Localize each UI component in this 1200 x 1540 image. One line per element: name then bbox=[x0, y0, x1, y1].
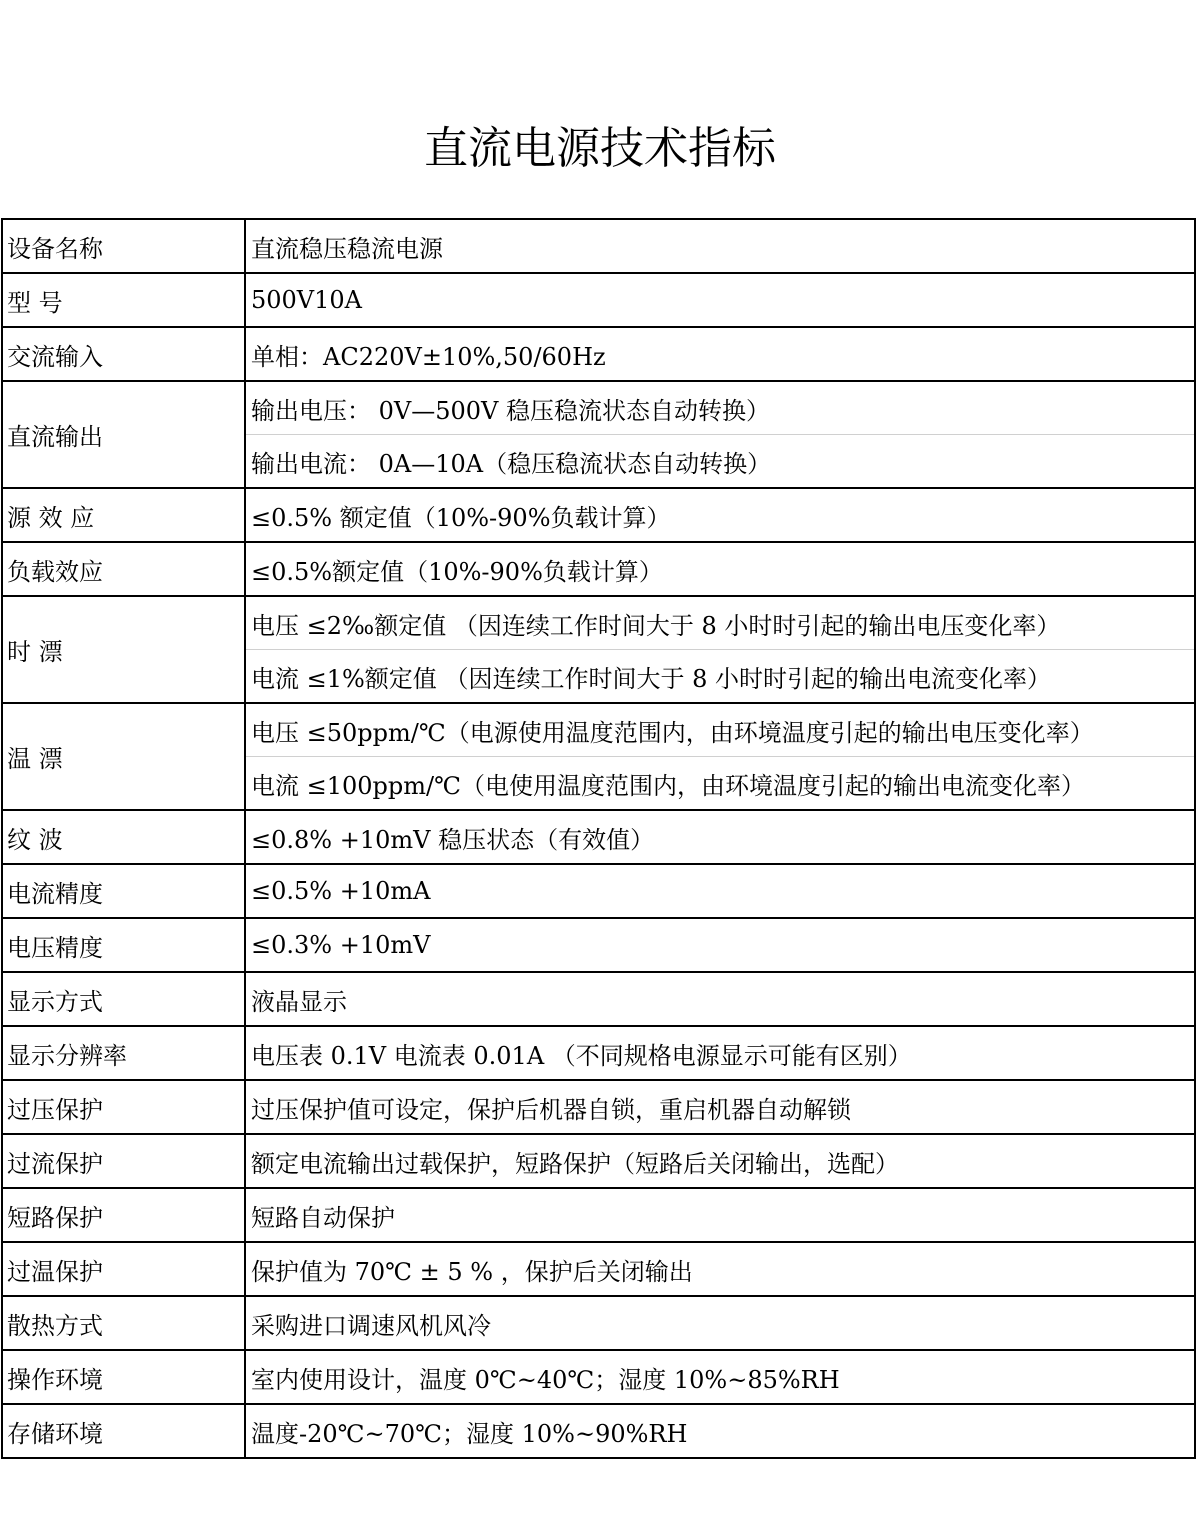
spec-label: 电流精度 bbox=[2, 864, 245, 918]
spec-label: 短路保护 bbox=[2, 1188, 245, 1242]
spec-label: 显示方式 bbox=[2, 972, 245, 1026]
table-row bbox=[2, 810, 1195, 864]
spec-value: 室内使用设计，温度 0℃~40℃；湿度 10%~85%RH bbox=[245, 1350, 1195, 1404]
spec-label: 显示分辨率 bbox=[2, 1026, 245, 1080]
spec-label: 设备名称 bbox=[2, 219, 245, 273]
table-row bbox=[2, 488, 1195, 542]
spec-label: 交流输入 bbox=[2, 327, 245, 381]
spec-value: ≤0.8% +10mV 稳压状态（有效值） bbox=[245, 810, 1195, 864]
spec-value: 电压 ≤50ppm/℃（电源使用温度范围内，由环境温度引起的输出电压变化率） bbox=[245, 703, 1195, 757]
spec-value: ≤0.3% +10mV bbox=[245, 918, 1195, 972]
spec-label: 散热方式 bbox=[2, 1296, 245, 1350]
spec-value: 直流稳压稳流电源 bbox=[245, 219, 1195, 273]
spec-value: 输出电压： 0V—500V 稳压稳流状态自动转换） bbox=[245, 381, 1195, 435]
spec-value: ≤0.5% 额定值（10%-90%负载计算） bbox=[245, 488, 1195, 542]
table-row bbox=[2, 327, 1195, 381]
spec-value: ≤0.5%额定值（10%-90%负载计算） bbox=[245, 542, 1195, 596]
spec-value: 采购进口调速风机风冷 bbox=[245, 1296, 1195, 1350]
table-row bbox=[2, 972, 1195, 1026]
spec-value: 电压 ≤2‰额定值 （因连续工作时间大于 8 小时时引起的输出电压变化率） bbox=[245, 596, 1195, 650]
spec-value: 额定电流输出过载保护，短路保护（短路后关闭输出，选配） bbox=[245, 1134, 1195, 1188]
spec-label: 过温保护 bbox=[2, 1242, 245, 1296]
table-row bbox=[2, 273, 1195, 327]
spec-value: 短路自动保护 bbox=[245, 1188, 1195, 1242]
spec-label: 负载效应 bbox=[2, 542, 245, 596]
table-row bbox=[2, 542, 1195, 596]
table-row bbox=[2, 1242, 1195, 1296]
spec-label: 存储环境 bbox=[2, 1404, 245, 1458]
spec-table bbox=[1, 218, 1196, 1459]
table-row bbox=[2, 918, 1195, 972]
table-row bbox=[2, 1296, 1195, 1350]
spec-value: 500V10A bbox=[245, 273, 1195, 327]
spec-value: 过压保护值可设定，保护后机器自锁，重启机器自动解锁 bbox=[245, 1080, 1195, 1134]
spec-label: 过流保护 bbox=[2, 1134, 245, 1188]
table-row bbox=[2, 1026, 1195, 1080]
spec-label: 温 漂 bbox=[2, 703, 245, 810]
table-row bbox=[2, 596, 1195, 650]
table-row bbox=[2, 1350, 1195, 1404]
spec-label: 源 效 应 bbox=[2, 488, 245, 542]
spec-label: 直流输出 bbox=[2, 381, 245, 488]
spec-value: 电压表 0.1V 电流表 0.01A （不同规格电源显示可能有区别） bbox=[245, 1026, 1195, 1080]
spec-label: 时 漂 bbox=[2, 596, 245, 703]
spec-label: 过压保护 bbox=[2, 1080, 245, 1134]
table-row bbox=[2, 864, 1195, 918]
spec-value: 保护值为 70℃ ± 5 % ，保护后关闭输出 bbox=[245, 1242, 1195, 1296]
spec-label: 电压精度 bbox=[2, 918, 245, 972]
table-row bbox=[2, 1404, 1195, 1458]
spec-value: 输出电流： 0A—10A（稳压稳流状态自动转换） bbox=[245, 435, 1195, 489]
spec-value: 电流 ≤100ppm/℃（电使用温度范围内，由环境温度引起的输出电流变化率） bbox=[245, 757, 1195, 811]
spec-value: 单相：AC220V±10%,50/60Hz bbox=[245, 327, 1195, 381]
table-row bbox=[2, 1134, 1195, 1188]
spec-value: 电流 ≤1%额定值 （因连续工作时间大于 8 小时时引起的输出电流变化率） bbox=[245, 650, 1195, 704]
spec-value: 液晶显示 bbox=[245, 972, 1195, 1026]
table-row bbox=[2, 1080, 1195, 1134]
table-row bbox=[2, 1188, 1195, 1242]
spec-value: ≤0.5% +10mA bbox=[245, 864, 1195, 918]
spec-value: 温度-20℃~70℃；湿度 10%~90%RH bbox=[245, 1404, 1195, 1458]
table-row bbox=[2, 381, 1195, 435]
table-row bbox=[2, 219, 1195, 273]
spec-label: 操作环境 bbox=[2, 1350, 245, 1404]
page-title: 直流电源技术指标 bbox=[424, 123, 776, 174]
table-row bbox=[2, 703, 1195, 757]
spec-label: 型 号 bbox=[2, 273, 245, 327]
spec-label: 纹 波 bbox=[2, 810, 245, 864]
